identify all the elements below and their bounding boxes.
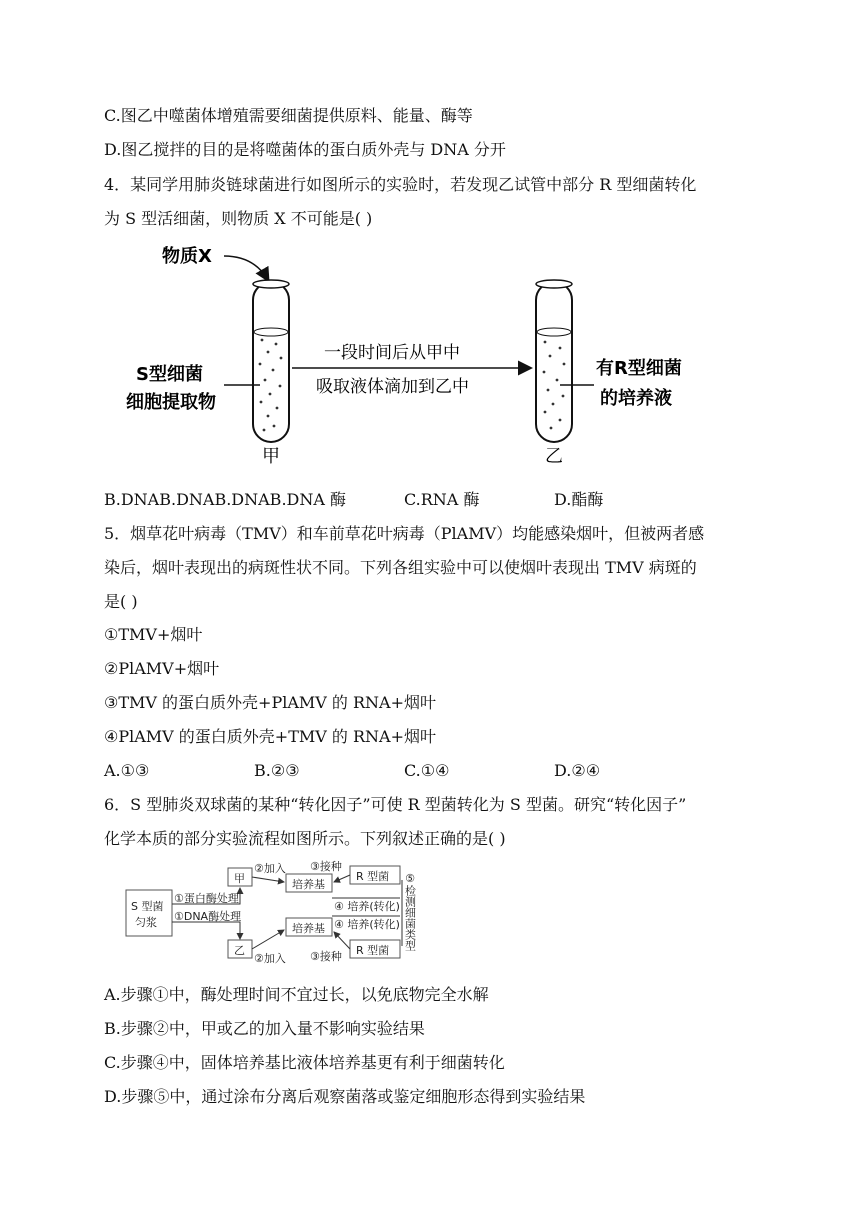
q4-label-r-line1: 有R型细菌 [596, 358, 682, 379]
q6-box-r-bottom: R 型菌 [356, 944, 390, 957]
q6-medium-bottom: 培养基 [292, 922, 325, 935]
q6-figure [124, 860, 444, 972]
q6-box-yi: 乙 [234, 944, 245, 957]
q6-step5: ⑤检测细菌类型 [403, 872, 417, 951]
q6-step2-bottom: ②加入 [254, 952, 286, 965]
q6-step1-bottom: ①DNA酶处理 [174, 910, 242, 923]
q4-tube-yi [536, 280, 572, 442]
q4-option-c: C.RNA 酶 [404, 490, 480, 509]
q4-figure [120, 240, 720, 470]
q3-option-c: C.图乙中噬菌体增殖需要细菌提供原料、能量、酶等 [104, 106, 473, 125]
q5-option-d: D.②④ [554, 761, 601, 780]
q5-option-c: C.①④ [404, 761, 450, 780]
q6-step2-top: ②加入 [254, 862, 286, 875]
q4-label-s-line2: 细胞提取物 [126, 392, 216, 413]
q5-item-1: ①TMV+烟叶 [104, 625, 203, 644]
q6-box-s-line1: S 型菌 [131, 900, 164, 913]
q4-label-s-line1: S型细菌 [136, 364, 203, 385]
q6-box-s-line2: 匀浆 [135, 916, 157, 929]
q6-step1-top: ①蛋白酶处理 [174, 892, 239, 905]
q5-option-a: A.①③ [104, 761, 150, 780]
q6-medium-top: 培养基 [292, 878, 325, 891]
q4-label-substance-x: 物质X [162, 246, 212, 267]
q4-tube-label-yi: 乙 [545, 446, 563, 467]
q6-box-jia: 甲 [234, 872, 245, 885]
q6-step4-top: ④ 培养(转化) [334, 900, 400, 913]
q4-stem-line2: 为 S 型活细菌，则物质 X 不可能是( ) [104, 209, 373, 228]
q5-stem-line1: 5．烟草花叶病毒（TMV）和车前草花叶病毒（PlAMV）均能感染烟叶，但被两者感 [104, 524, 705, 543]
q4-tube-label-jia: 甲 [262, 446, 280, 467]
q6-step3-bottom: ③接种 [310, 950, 342, 963]
q6-option-a: A.步骤①中，酶处理时间不宜过长，以免底物完全水解 [104, 985, 489, 1004]
q6-stem-line2: 化学本质的部分实验流程如图所示。下列叙述正确的是( ) [104, 829, 506, 848]
q6-option-b: B.步骤②中，甲或乙的加入量不影响实验结果 [104, 1019, 425, 1038]
q6-option-c: C.步骤④中，固体培养基比液体培养基更有利于细菌转化 [104, 1053, 505, 1072]
q6-stem-line1: 6．S 型肺炎双球菌的某种“转化因子”可使 R 型菌转化为 S 型菌。研究“转化因子” [104, 795, 687, 814]
q4-tube-jia [253, 280, 289, 442]
q5-stem-line3: 是( ) [104, 592, 138, 611]
q4-arrow-text-line2: 吸取液体滴加到乙中 [316, 377, 469, 397]
q4-option-b: B.DNAB.DNAB.DNAB.DNA 酶 [104, 490, 346, 509]
q4-label-r-line2: 的培养液 [600, 388, 672, 409]
q6-option-d: D.步骤⑤中，通过涂布分离后观察菌落或鉴定细胞形态得到实验结果 [104, 1087, 586, 1106]
q6-step3-top: ③接种 [310, 860, 342, 873]
q5-item-3: ③TMV 的蛋白质外壳+PlAMV 的 RNA+烟叶 [104, 693, 437, 712]
q3-option-d: D.图乙搅拌的目的是将噬菌体的蛋白质外壳与 DNA 分开 [104, 140, 506, 159]
q4-stem-line1: 4．某同学用肺炎链球菌进行如图所示的实验时，若发现乙试管中部分 R 型细菌转化 [104, 175, 697, 194]
q4-arrow-x [224, 256, 268, 280]
q4-arrow-text-line1: 一段时间后从甲中 [324, 343, 460, 363]
q4-option-d: D.酯酶 [554, 490, 604, 509]
q5-option-b: B.②③ [254, 761, 300, 780]
q5-item-2: ②PlAMV+烟叶 [104, 659, 220, 678]
q6-box-r-top: R 型菌 [356, 870, 390, 883]
q5-stem-line2: 染后，烟叶表现出的病斑性状不同。下列各组实验中可以使烟叶表现出 TMV 病斑的 [104, 558, 697, 577]
q6-step4-bottom: ④ 培养(转化) [334, 918, 400, 931]
q5-item-4: ④PlAMV 的蛋白质外壳+TMV 的 RNA+烟叶 [104, 727, 437, 746]
